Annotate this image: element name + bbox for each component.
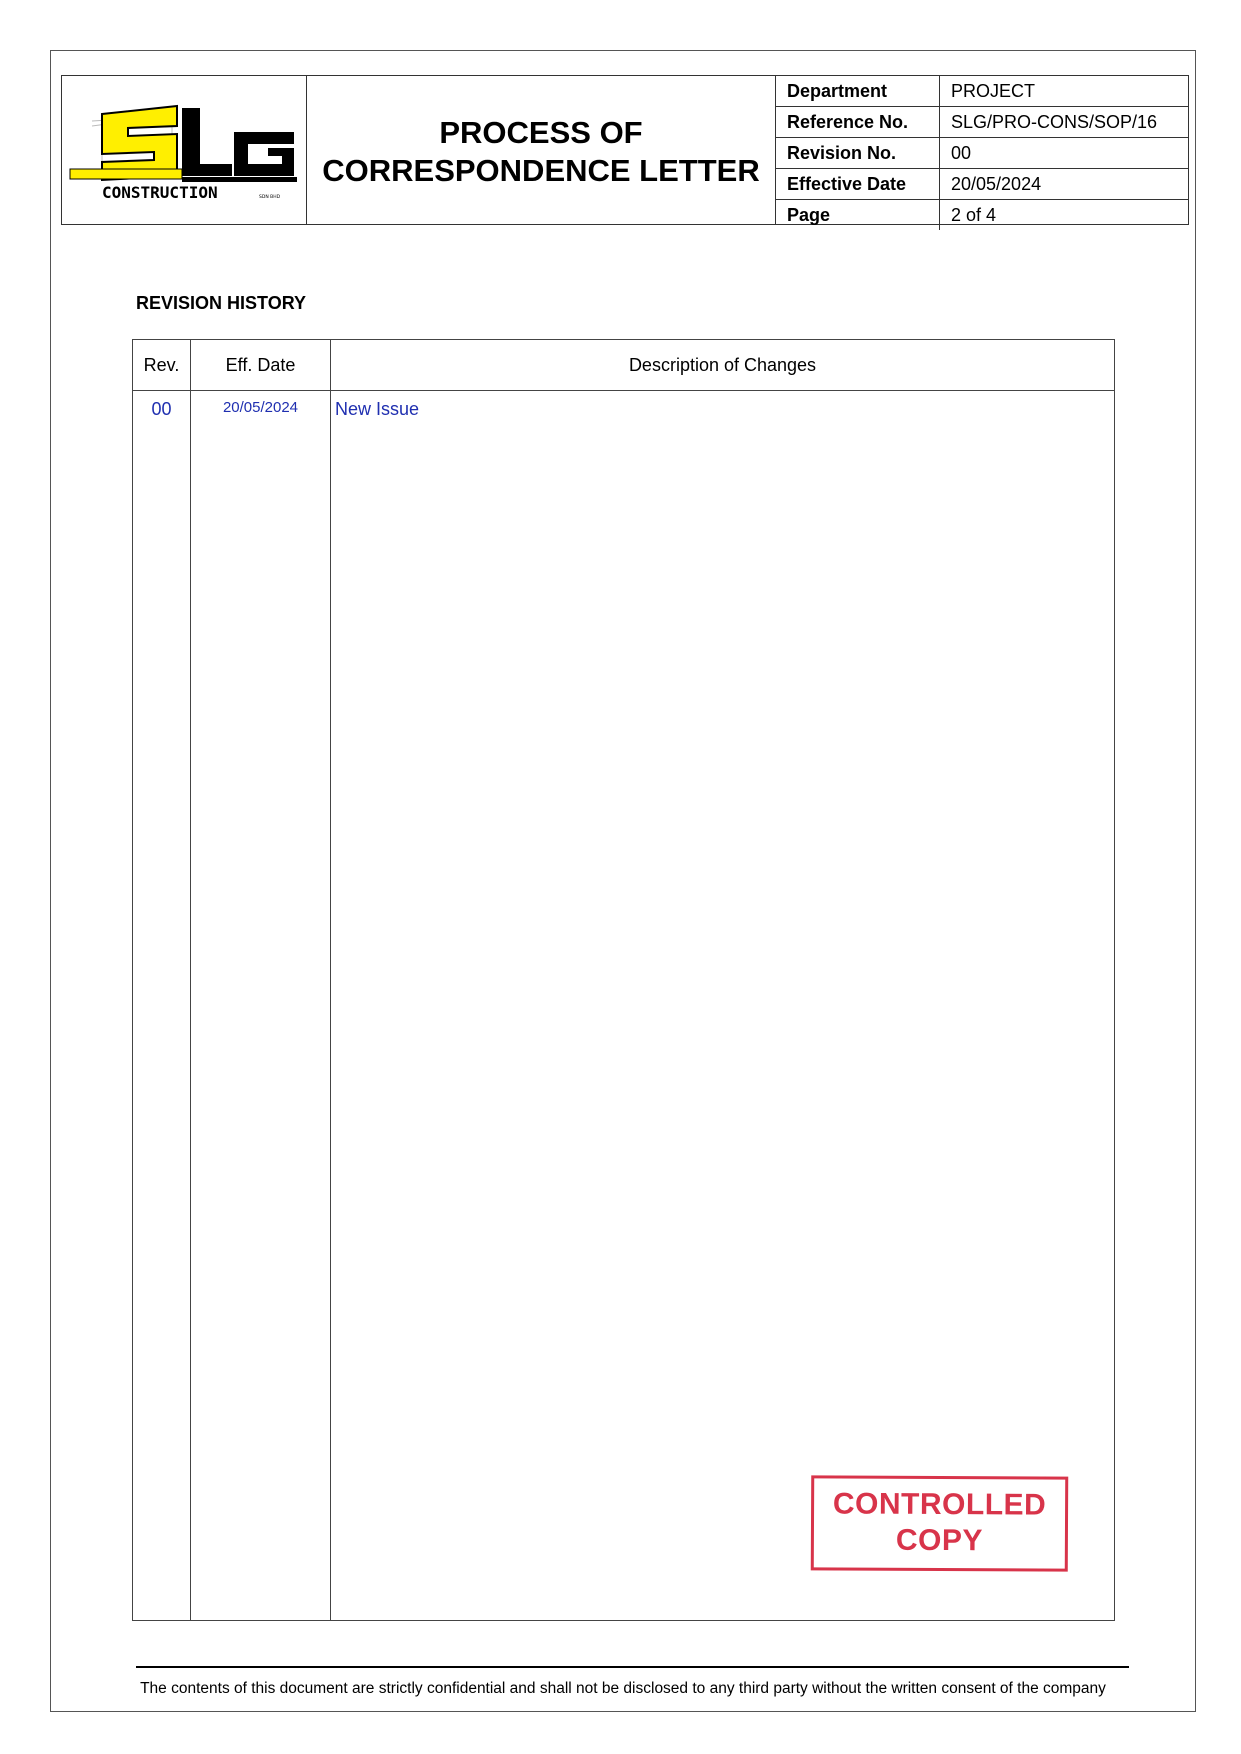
column-header-description: Description of Changes [331, 340, 1115, 391]
footer-divider [136, 1666, 1129, 1668]
document-title: PROCESS OF CORRESPONDENCE LETTER [322, 115, 760, 188]
meta-row-effective-date [776, 169, 1188, 200]
meta-key: Reference No. [776, 107, 940, 138]
revision-history-heading: REVISION HISTORY [136, 293, 307, 313]
meta-key: Revision No. [776, 138, 940, 169]
stamp-line-1: CONTROLLED [832, 1487, 1047, 1522]
revision-history-table [132, 339, 1115, 1621]
meta-row-department [776, 76, 1188, 107]
cell-description: New Issue [331, 391, 1115, 1621]
meta-value: SLG/PRO-CONS/SOP/16 [940, 107, 1189, 138]
meta-value: PROJECT [940, 76, 1189, 107]
logo-suffix-text: SDN BHD [259, 195, 281, 200]
cell-date: 20/05/2024 [191, 391, 331, 1621]
meta-row-revision [776, 138, 1188, 169]
logo-construction-text: CONSTRUCTION [102, 183, 218, 202]
document-title-cell [307, 76, 776, 224]
document-meta-table [776, 76, 1188, 230]
meta-row-page [776, 200, 1188, 231]
meta-value: 00 [940, 138, 1189, 169]
controlled-copy-stamp [811, 1475, 1068, 1571]
stamp-line-2: COPY [895, 1523, 984, 1558]
cell-rev: 00 [133, 391, 191, 1621]
company-logo [62, 76, 307, 224]
meta-value: 2 of 4 [940, 200, 1189, 231]
meta-value: 20/05/2024 [940, 169, 1189, 200]
table-header-row [133, 340, 1115, 391]
table-row [133, 391, 1115, 1621]
meta-key: Effective Date [776, 169, 940, 200]
footer-confidentiality-text: The contents of this document are strictly confidential and shall not be disclosed to any third party without the written consent of the company [140, 1680, 1106, 1697]
meta-key: Department [776, 76, 940, 107]
column-header-date: Eff. Date [191, 340, 331, 391]
slg-logo-image [62, 76, 305, 224]
document-header [61, 75, 1189, 225]
meta-row-reference [776, 107, 1188, 138]
meta-key: Page [776, 200, 940, 231]
column-header-rev: Rev. [133, 340, 191, 391]
